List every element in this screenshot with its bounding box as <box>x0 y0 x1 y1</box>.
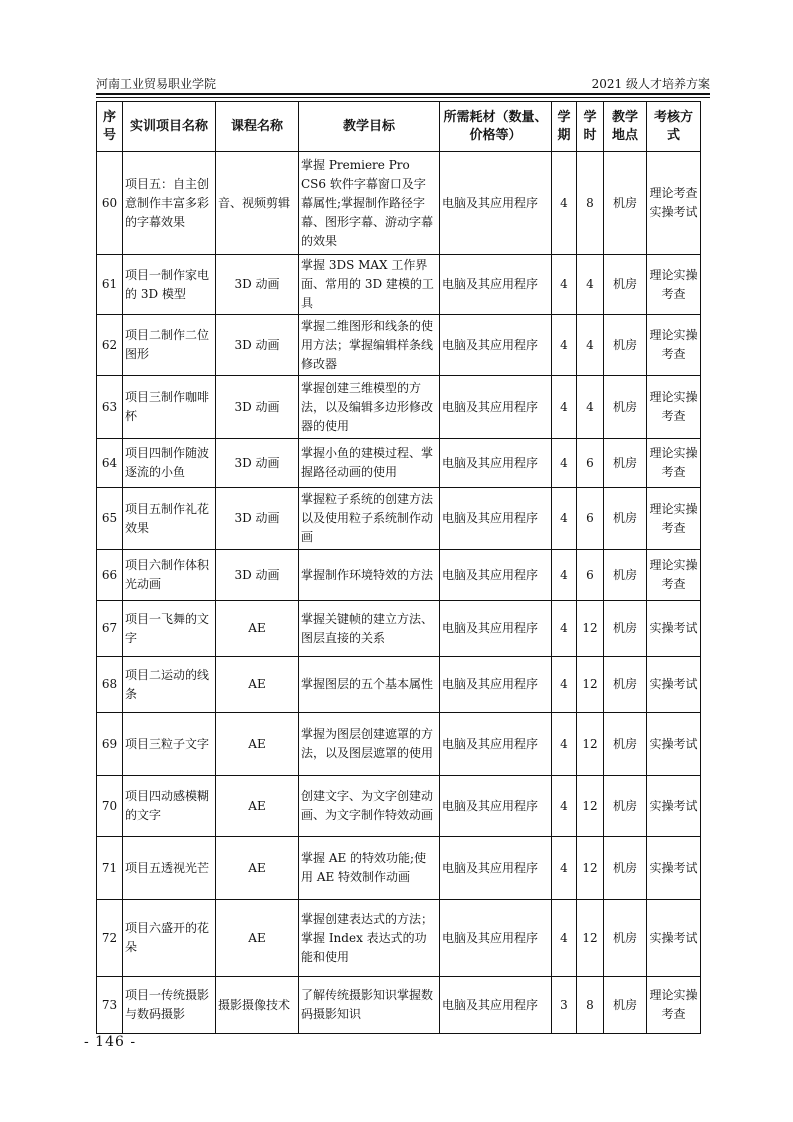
col-header-goal: 教学目标 <box>299 102 440 152</box>
page-number: - 146 - <box>84 1034 137 1050</box>
page-header <box>96 76 710 94</box>
cell-goal: 掌握粒子系统的创建方法以及使用粒子系统制作动画 <box>299 488 440 550</box>
cell-no: 62 <box>97 315 123 376</box>
cell-goal: 掌握为图层创建遮罩的方法，以及图层遮罩的使用 <box>299 713 440 776</box>
cell-project: 项目四动感模糊的文字 <box>123 776 216 837</box>
cell-course: AE <box>216 713 299 776</box>
table-row <box>97 713 701 776</box>
table-row <box>97 837 701 900</box>
cell-exam: 理论实操考查 <box>647 315 701 376</box>
cell-course: 3D 动画 <box>216 376 299 439</box>
cell-goal: 掌握制作环境特效的方法 <box>299 550 440 601</box>
cell-place: 机房 <box>604 488 647 550</box>
cell-goal: 掌握小鱼的建模过程、掌握路径动画的使用 <box>299 439 440 488</box>
cell-term: 4 <box>552 713 577 776</box>
cell-material: 电脑及其应用程序 <box>440 315 552 376</box>
cell-exam: 理论实操考查 <box>647 550 701 601</box>
cell-no: 68 <box>97 657 123 713</box>
cell-project: 项目一飞舞的文字 <box>123 601 216 657</box>
cell-hours: 6 <box>577 550 604 601</box>
cell-place: 机房 <box>604 837 647 900</box>
cell-project: 项目一传统摄影与数码摄影 <box>123 977 216 1034</box>
table-row <box>97 601 701 657</box>
cell-place: 机房 <box>604 601 647 657</box>
cell-material: 电脑及其应用程序 <box>440 488 552 550</box>
header-rule-thin <box>96 97 710 98</box>
cell-place: 机房 <box>604 376 647 439</box>
cell-hours: 4 <box>577 255 604 315</box>
cell-place: 机房 <box>604 776 647 837</box>
col-header-no: 序号 <box>97 102 123 152</box>
cell-no: 70 <box>97 776 123 837</box>
cell-material: 电脑及其应用程序 <box>440 152 552 255</box>
cell-place: 机房 <box>604 900 647 977</box>
cell-exam: 实操考试 <box>647 657 701 713</box>
table-row <box>97 152 701 255</box>
cell-project: 项目五制作礼花效果 <box>123 488 216 550</box>
cell-term: 4 <box>552 657 577 713</box>
cell-term: 4 <box>552 152 577 255</box>
cell-hours: 12 <box>577 900 604 977</box>
cell-term: 4 <box>552 488 577 550</box>
cell-no: 72 <box>97 900 123 977</box>
cell-exam: 实操考试 <box>647 900 701 977</box>
table-row <box>97 376 701 439</box>
cell-project: 项目四制作随波逐流的小鱼 <box>123 439 216 488</box>
cell-course: AE <box>216 900 299 977</box>
cell-material: 电脑及其应用程序 <box>440 657 552 713</box>
cell-course: 3D 动画 <box>216 315 299 376</box>
cell-material: 电脑及其应用程序 <box>440 376 552 439</box>
cell-material: 电脑及其应用程序 <box>440 900 552 977</box>
cell-hours: 12 <box>577 713 604 776</box>
cell-place: 机房 <box>604 439 647 488</box>
cell-no: 66 <box>97 550 123 601</box>
cell-no: 65 <box>97 488 123 550</box>
cell-course: AE <box>216 601 299 657</box>
cell-material: 电脑及其应用程序 <box>440 439 552 488</box>
cell-hours: 6 <box>577 439 604 488</box>
col-header-place: 教学地点 <box>604 102 647 152</box>
col-header-hours: 学时 <box>577 102 604 152</box>
col-header-material: 所需耗材（数量、价格等） <box>440 102 552 152</box>
cell-material: 电脑及其应用程序 <box>440 601 552 657</box>
col-header-exam: 考核方式 <box>647 102 701 152</box>
cell-course: AE <box>216 837 299 900</box>
cell-exam: 理论实操考查 <box>647 439 701 488</box>
cell-course: 摄影摄像技术 <box>216 977 299 1034</box>
cell-course: 3D 动画 <box>216 488 299 550</box>
cell-project: 项目一制作家电的 3D 模型 <box>123 255 216 315</box>
cell-hours: 4 <box>577 376 604 439</box>
cell-project: 项目二制作二位图形 <box>123 315 216 376</box>
cell-project: 项目三粒子文字 <box>123 713 216 776</box>
table-row <box>97 550 701 601</box>
cell-goal: 掌握关键帧的建立方法、图层直接的关系 <box>299 601 440 657</box>
cell-no: 69 <box>97 713 123 776</box>
cell-goal: 掌握创建三维模型的方法，以及编辑多边形修改器的使用 <box>299 376 440 439</box>
cell-course: AE <box>216 776 299 837</box>
cell-project: 项目二运动的线条 <box>123 657 216 713</box>
cell-no: 71 <box>97 837 123 900</box>
cell-hours: 12 <box>577 601 604 657</box>
cell-term: 4 <box>552 601 577 657</box>
cell-term: 4 <box>552 439 577 488</box>
cell-material: 电脑及其应用程序 <box>440 776 552 837</box>
cell-term: 4 <box>552 376 577 439</box>
cell-hours: 12 <box>577 837 604 900</box>
header-rule-thick <box>96 93 710 95</box>
cell-material: 电脑及其应用程序 <box>440 977 552 1034</box>
cell-goal: 掌握 3DS MAX 工作界面、常用的 3D 建模的工具 <box>299 255 440 315</box>
cell-place: 机房 <box>604 315 647 376</box>
cell-course: 3D 动画 <box>216 439 299 488</box>
cell-course: 3D 动画 <box>216 550 299 601</box>
col-header-project: 实训项目名称 <box>123 102 216 152</box>
cell-term: 4 <box>552 776 577 837</box>
cell-project: 项目五：自主创意制作丰富多彩的字幕效果 <box>123 152 216 255</box>
cell-exam: 实操考试 <box>647 601 701 657</box>
cell-place: 机房 <box>604 713 647 776</box>
cell-goal: 了解传统摄影知识掌握数码摄影知识 <box>299 977 440 1034</box>
cell-no: 61 <box>97 255 123 315</box>
training-projects-table <box>96 101 701 1034</box>
cell-term: 4 <box>552 550 577 601</box>
cell-goal: 掌握创建表达式的方法；掌握 Index 表达式的功能和使用 <box>299 900 440 977</box>
table-row <box>97 488 701 550</box>
cell-exam: 实操考试 <box>647 713 701 776</box>
cell-term: 4 <box>552 900 577 977</box>
cell-hours: 8 <box>577 152 604 255</box>
table-row <box>97 657 701 713</box>
cell-goal: 掌握二维图形和线条的使用方法；掌握编辑样条线修改器 <box>299 315 440 376</box>
cell-place: 机房 <box>604 977 647 1034</box>
table-row <box>97 439 701 488</box>
cell-material: 电脑及其应用程序 <box>440 713 552 776</box>
cell-exam: 理论考查实操考试 <box>647 152 701 255</box>
cell-course: 3D 动画 <box>216 255 299 315</box>
cell-term: 4 <box>552 255 577 315</box>
cell-term: 4 <box>552 837 577 900</box>
cell-exam: 实操考试 <box>647 776 701 837</box>
cell-goal: 创建文字、为文字创建动画、为文字制作特效动画 <box>299 776 440 837</box>
table-header-row <box>97 102 701 152</box>
col-header-term: 学期 <box>552 102 577 152</box>
cell-course: 音、视频剪辑 <box>216 152 299 255</box>
cell-place: 机房 <box>604 255 647 315</box>
cell-course: AE <box>216 657 299 713</box>
table-row <box>97 977 701 1034</box>
table-row <box>97 315 701 376</box>
cell-no: 73 <box>97 977 123 1034</box>
cell-goal: 掌握 AE 的特效功能;使用 AE 特效制作动画 <box>299 837 440 900</box>
table-row <box>97 255 701 315</box>
cell-term: 3 <box>552 977 577 1034</box>
cell-hours: 12 <box>577 657 604 713</box>
cell-project: 项目三制作咖啡杯 <box>123 376 216 439</box>
cell-goal: 掌握图层的五个基本属性 <box>299 657 440 713</box>
cell-hours: 4 <box>577 315 604 376</box>
cell-exam: 理论实操考查 <box>647 255 701 315</box>
cell-no: 64 <box>97 439 123 488</box>
header-doc-title: 2021 级人才培养方案 <box>591 77 710 91</box>
table-row <box>97 900 701 977</box>
cell-exam: 理论实操考查 <box>647 376 701 439</box>
cell-hours: 12 <box>577 776 604 837</box>
cell-project: 项目六盛开的花朵 <box>123 900 216 977</box>
cell-no: 63 <box>97 376 123 439</box>
cell-exam: 实操考试 <box>647 837 701 900</box>
cell-term: 4 <box>552 315 577 376</box>
cell-exam: 理论实操考查 <box>647 977 701 1034</box>
cell-project: 项目六制作体积光动画 <box>123 550 216 601</box>
cell-hours: 8 <box>577 977 604 1034</box>
header-school-name: 河南工业贸易职业学院 <box>96 77 217 91</box>
cell-goal: 掌握 Premiere Pro CS6 软件字幕窗口及字幕属性;掌握制作路径字幕、图形字幕、游动字幕的效果 <box>299 152 440 255</box>
col-header-course: 课程名称 <box>216 102 299 152</box>
cell-no: 67 <box>97 601 123 657</box>
cell-hours: 6 <box>577 488 604 550</box>
cell-material: 电脑及其应用程序 <box>440 255 552 315</box>
cell-material: 电脑及其应用程序 <box>440 550 552 601</box>
table-row <box>97 776 701 837</box>
cell-exam: 理论实操考查 <box>647 488 701 550</box>
cell-material: 电脑及其应用程序 <box>440 837 552 900</box>
cell-place: 机房 <box>604 152 647 255</box>
cell-place: 机房 <box>604 657 647 713</box>
cell-place: 机房 <box>604 550 647 601</box>
cell-no: 60 <box>97 152 123 255</box>
cell-project: 项目五透视光芒 <box>123 837 216 900</box>
